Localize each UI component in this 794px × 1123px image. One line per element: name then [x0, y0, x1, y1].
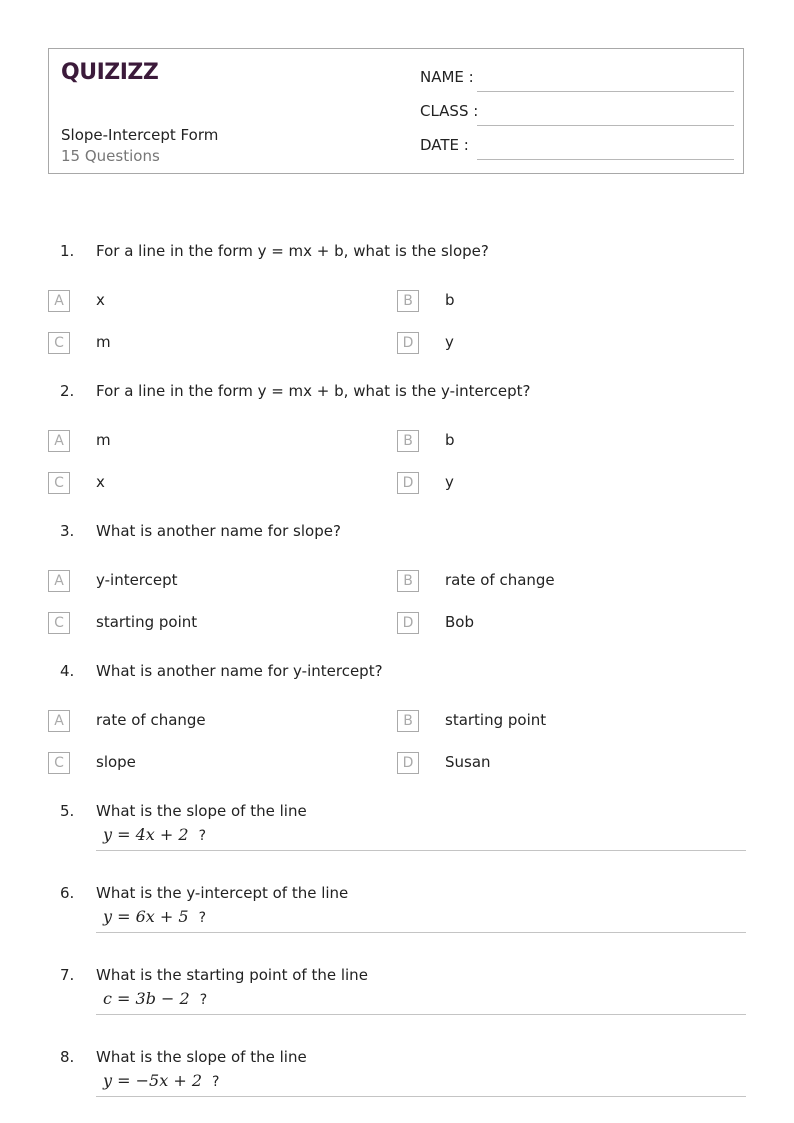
option-letter-box: D [397, 472, 419, 494]
name-blank [477, 91, 734, 92]
class-field [420, 102, 734, 126]
question-number: 3. [60, 522, 75, 540]
option-letter-box: D [397, 752, 419, 774]
equation-lhs: y [103, 1071, 113, 1090]
option-letter-box: A [48, 710, 70, 732]
name-field [420, 68, 734, 92]
option-text: x [96, 473, 105, 491]
worksheet-title: Slope-Intercept Form [61, 126, 219, 144]
answer-line[interactable] [96, 1014, 746, 1015]
equation: y = −5x + 2 ? [103, 1071, 220, 1090]
question-text: For a line in the form y = mx + b, what is the slope? [96, 242, 489, 260]
option-text: m [96, 431, 111, 449]
question-text: What is the y-intercept of the line [96, 884, 349, 902]
question-number: 5. [60, 802, 75, 820]
option-text: Bob [445, 613, 474, 631]
option-text: m [96, 333, 111, 351]
quizizz-logo: QUIZIZZ [61, 60, 159, 85]
equation-lhs: c [103, 989, 112, 1008]
option-letter-box: A [48, 430, 70, 452]
option-letter-box: B [397, 290, 419, 312]
option-text: Susan [445, 753, 491, 771]
option-letter-box: A [48, 570, 70, 592]
date-field [420, 136, 734, 160]
option-text: y-intercept [96, 571, 178, 589]
option-text: starting point [445, 711, 547, 729]
option-text: starting point [96, 613, 198, 631]
equation-rhs: −5x + 2 [135, 1071, 202, 1090]
question-number: 2. [60, 382, 75, 400]
question-mark: ? [212, 1074, 220, 1090]
option-letter-box: C [48, 752, 70, 774]
equation: y = 4x + 2 ? [103, 825, 207, 844]
question-number: 6. [60, 884, 75, 902]
question-text: What is another name for slope? [96, 522, 341, 540]
date-blank [477, 159, 734, 160]
option-letter-box: C [48, 472, 70, 494]
option-text: y [445, 473, 454, 491]
answer-line[interactable] [96, 1096, 746, 1097]
question-text: What is the starting point of the line [96, 966, 368, 984]
option-text: b [445, 291, 455, 309]
equation-rhs: 4x + 2 [135, 825, 189, 844]
question-number: 8. [60, 1048, 75, 1066]
question-number: 1. [60, 242, 75, 260]
equation: y = 6x + 5 ? [103, 907, 207, 926]
option-text: y [445, 333, 454, 351]
question-number: 4. [60, 662, 75, 680]
equation-lhs: y [103, 825, 113, 844]
worksheet-header [48, 48, 744, 174]
class-blank [477, 125, 734, 126]
date-label: DATE : [420, 136, 469, 154]
equation-rhs: 6x + 5 [135, 907, 189, 926]
question-number: 7. [60, 966, 75, 984]
option-letter-box: D [397, 612, 419, 634]
option-letter-box: A [48, 290, 70, 312]
option-text: b [445, 431, 455, 449]
equation-lhs: y [103, 907, 113, 926]
option-letter-box: B [397, 710, 419, 732]
question-text: What is the slope of the line [96, 1048, 307, 1066]
question-text: What is another name for y-intercept? [96, 662, 383, 680]
option-text: slope [96, 753, 136, 771]
question-text: What is the slope of the line [96, 802, 307, 820]
option-text: rate of change [445, 571, 555, 589]
question-mark: ? [199, 992, 208, 1008]
class-label: CLASS : [420, 102, 479, 120]
question-mark: ? [198, 910, 207, 926]
option-letter-box: C [48, 612, 70, 634]
question-text: For a line in the form y = mx + b, what is the y-intercept? [96, 382, 531, 400]
option-letter-box: B [397, 430, 419, 452]
equation: c = 3b − 2 ? [103, 989, 208, 1008]
answer-line[interactable] [96, 932, 746, 933]
option-text: rate of change [96, 711, 206, 729]
option-letter-box: C [48, 332, 70, 354]
question-mark: ? [198, 828, 207, 844]
option-text: x [96, 291, 105, 309]
question-count: 15 Questions [61, 147, 160, 165]
answer-line[interactable] [96, 850, 746, 851]
name-label: NAME : [420, 68, 474, 86]
option-letter-box: B [397, 570, 419, 592]
equation-rhs: 3b − 2 [135, 989, 190, 1008]
option-letter-box: D [397, 332, 419, 354]
